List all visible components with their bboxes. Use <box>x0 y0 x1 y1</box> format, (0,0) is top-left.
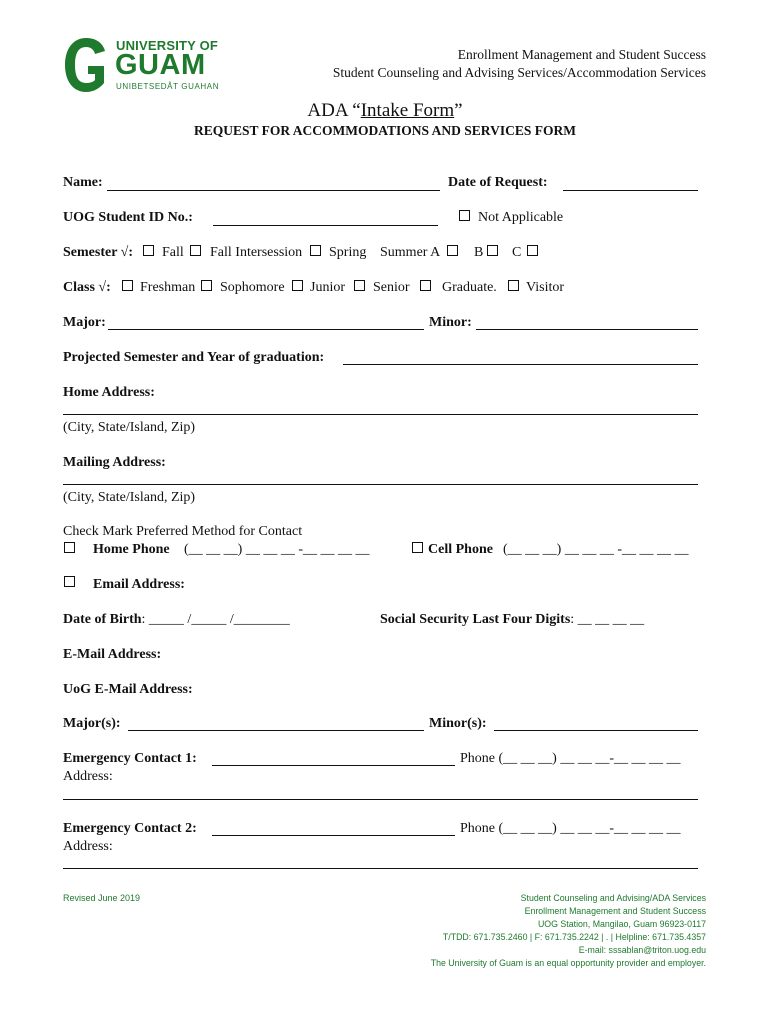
semester-b-label: B <box>474 245 484 260</box>
class-sophomore-checkbox[interactable] <box>201 280 212 291</box>
class-senior-label: Senior <box>373 280 410 295</box>
emergency1-address-label: Address: <box>63 769 113 784</box>
form-title-prefix: ADA “ <box>307 100 361 121</box>
emergency1-name-field[interactable] <box>212 765 455 766</box>
semester-label: Semester √: <box>63 245 134 260</box>
not-applicable-label: Not Applicable <box>478 210 564 225</box>
mailing-address-hint: (City, State/Island, Zip) <box>63 490 196 505</box>
uog-email-label: UoG E-Mail Address: <box>63 682 193 697</box>
semester-fall-intersession-checkbox[interactable] <box>190 245 201 256</box>
emergency1-address-field[interactable] <box>63 799 698 800</box>
major-field[interactable] <box>108 329 424 330</box>
majors-label: Major(s): <box>63 716 121 731</box>
dob-row <box>63 612 290 628</box>
projected-graduation-field[interactable] <box>343 364 698 365</box>
major-label: Major: <box>63 315 106 330</box>
home-phone-label: Home Phone <box>93 542 170 557</box>
emergency1-phone[interactable]: Phone (__ __ __) __ __ __-__ __ __ __ <box>460 751 681 766</box>
form-subtitle: REQUEST FOR ACCOMMODATIONS AND SERVICES FORM <box>194 123 576 138</box>
name-field[interactable] <box>107 190 440 191</box>
logo-line-2: GUAM <box>115 49 206 81</box>
form-title-suffix: ” <box>454 100 463 121</box>
form-title-underlined: Intake Form <box>360 100 455 121</box>
semester-summer-a-label: Summer A <box>380 245 441 260</box>
class-visitor-label: Visitor <box>526 280 565 295</box>
semester-c-label: C <box>512 245 522 260</box>
emergency2-address-field[interactable] <box>63 868 698 869</box>
semester-summer-a-checkbox[interactable] <box>447 245 458 256</box>
email-contact-checkbox[interactable] <box>64 576 75 587</box>
footer-line-2: Enrollment Management and Student Success <box>524 906 706 916</box>
home-phone-checkbox[interactable] <box>64 542 75 553</box>
cell-phone-mask[interactable]: (__ __ __) __ __ __ -__ __ __ __ <box>503 542 689 557</box>
cell-phone-label: Cell Phone <box>428 542 493 557</box>
revised-date: Revised June 2019 <box>63 893 141 903</box>
emergency2-label: Emergency Contact 2: <box>63 821 197 836</box>
dob-mask[interactable]: : _____ /_____ /________ <box>141 612 290 627</box>
mailing-address-field[interactable] <box>63 484 698 485</box>
home-address-field[interactable] <box>63 414 698 415</box>
header-line-2: Student Counseling and Advising Services/Accommodation Services <box>332 65 706 80</box>
student-id-field[interactable] <box>213 225 438 226</box>
emergency2-address-label: Address: <box>63 839 113 854</box>
minors-label: Minor(s): <box>429 716 487 731</box>
logo-line-3: UNIBETSEDÅT GUAHAN <box>116 82 220 91</box>
semester-fall-intersession-label: Fall Intersession <box>210 245 303 260</box>
footer-line-3: UOG Station, Mangilao, Guam 96923-0117 <box>537 919 706 929</box>
emergency2-name-field[interactable] <box>212 835 455 836</box>
home-phone-mask[interactable]: (__ __ __) __ __ __ -__ __ __ __ <box>184 542 370 557</box>
semester-fall-checkbox[interactable] <box>143 245 154 256</box>
class-graduate-label: Graduate. <box>442 280 497 295</box>
semester-b-checkbox[interactable] <box>487 245 498 256</box>
minor-label: Minor: <box>429 315 472 330</box>
footer-line-4: T/TDD: 671.735.2460 | F: 671.735.2242 | . | Helpline: 671.735.4357 <box>442 932 706 942</box>
projected-graduation-label: Projected Semester and Year of graduation: <box>63 350 325 365</box>
class-visitor-checkbox[interactable] <box>508 280 519 291</box>
minors-field[interactable] <box>494 730 698 731</box>
student-id-label: UOG Student ID No.: <box>63 210 193 225</box>
semester-spring-checkbox[interactable] <box>310 245 321 256</box>
minor-field[interactable] <box>476 329 698 330</box>
footer-line-5[interactable]: E-mail: sssablan@triton.uog.edu <box>578 945 706 955</box>
ssn-mask[interactable]: : __ __ __ __ <box>570 612 645 627</box>
header-line-1: Enrollment Management and Student Success <box>457 47 706 62</box>
date-field[interactable] <box>563 190 698 191</box>
contact-method-label: Check Mark Preferred Method for Contact <box>63 524 303 539</box>
date-label: Date of Request: <box>448 175 548 190</box>
dob-label: Date of Birth <box>63 612 142 627</box>
not-applicable-checkbox[interactable] <box>459 210 470 221</box>
semester-fall-label: Fall <box>162 245 184 260</box>
email-label: E-Mail Address: <box>63 647 162 662</box>
class-label: Class √: <box>63 280 111 295</box>
ssn-label: Social Security Last Four Digits <box>380 612 571 627</box>
majors-field[interactable] <box>128 730 424 731</box>
mailing-address-label: Mailing Address: <box>63 455 166 470</box>
class-graduate-checkbox[interactable] <box>420 280 431 291</box>
class-freshman-label: Freshman <box>140 280 196 295</box>
class-sophomore-label: Sophomore <box>220 280 285 295</box>
logo-line-1: UNIVERSITY OF <box>116 38 219 53</box>
home-address-hint: (City, State/Island, Zip) <box>63 420 196 435</box>
footer-line-1: Student Counseling and Advising/ADA Services <box>520 893 706 903</box>
university-g-logo-icon <box>62 36 110 94</box>
cell-phone-checkbox[interactable] <box>412 542 423 553</box>
email-address-label: Email Address: <box>93 577 185 592</box>
class-senior-checkbox[interactable] <box>354 280 365 291</box>
footer-line-6: The University of Guam is an equal opportunity provider and employer. <box>430 958 706 968</box>
class-junior-label: Junior <box>310 280 345 295</box>
ssn-row <box>380 612 644 628</box>
emergency2-phone[interactable]: Phone (__ __ __) __ __ __-__ __ __ __ <box>460 821 681 836</box>
name-label: Name: <box>63 175 103 190</box>
semester-c-checkbox[interactable] <box>527 245 538 256</box>
semester-spring-label: Spring <box>329 245 367 260</box>
home-address-label: Home Address: <box>63 385 155 400</box>
emergency1-label: Emergency Contact 1: <box>63 751 197 766</box>
form-title <box>0 100 770 122</box>
class-freshman-checkbox[interactable] <box>122 280 133 291</box>
class-junior-checkbox[interactable] <box>292 280 303 291</box>
